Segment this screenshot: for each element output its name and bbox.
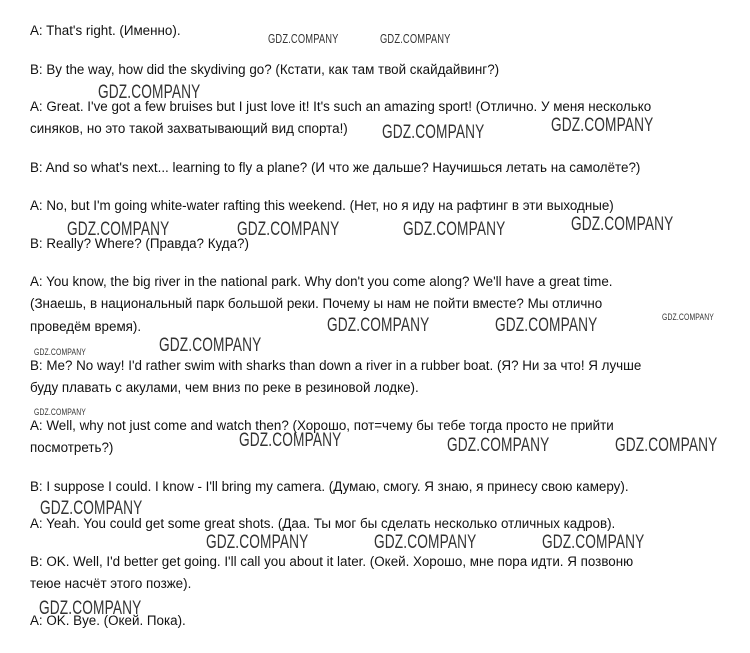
watermark: GDZ.COMPANY — [495, 315, 598, 336]
watermark: GDZ.COMPANY — [615, 435, 718, 456]
watermark: GDZ.COMPANY — [327, 315, 430, 336]
watermark: GDZ.COMPANY — [542, 532, 645, 553]
watermark: GDZ.COMPANY — [39, 598, 142, 619]
dialogue-line-10: проведём время). — [30, 319, 142, 334]
watermark: GDZ.COMPANY — [67, 219, 170, 240]
watermark: GDZ.COMPANY — [34, 407, 87, 418]
dialogue-line-4: синяков, но это такой захватывающий вид спорта!) — [30, 121, 348, 136]
dialogue-line-11: B: Me? No way! I'd rather swim with sharks than down a river in a rubber boat. (Я? Ни за что! Я лучше — [30, 358, 642, 373]
dialogue-line-9: (Знаешь, в национальный парк большой реки. Почему ы нам не пойти вместе? Мы отлично — [30, 296, 603, 311]
dialogue-line-12: буду плавать с акулами, чем вниз по реке в резиновой лодке). — [30, 380, 419, 395]
dialogue-line-14: посмотреть?) — [30, 440, 114, 455]
dialogue-line-6: A: No, but I'm going white-water rafting this weekend. (Нет, но я иду на рафтинг в эти выходные) — [30, 198, 614, 213]
watermark: GDZ.COMPANY — [40, 498, 143, 519]
watermark: GDZ.COMPANY — [237, 219, 340, 240]
watermark: GDZ.COMPANY — [382, 122, 485, 143]
watermark: GDZ.COMPANY — [159, 335, 262, 356]
watermark: GDZ.COMPANY — [571, 214, 674, 235]
dialogue-line-5: B: And so what's next... learning to fly a plane? (И что же дальше? Научишься летать на самолёте?) — [30, 160, 641, 175]
dialogue-line-8: A: You know, the big river in the national park. Why don't you come along? We'll have a great time. — [30, 274, 613, 289]
watermark: GDZ.COMPANY — [98, 82, 201, 103]
watermark: GDZ.COMPANY — [206, 532, 309, 553]
dialogue-line-2: B: By the way, how did the skydiving go? (Кстати, как там твой скайдайвинг?) — [30, 62, 500, 77]
watermark: GDZ.COMPANY — [380, 31, 451, 46]
dialogue-line-19: A: OK. Bye. (Окей. Пока). — [30, 613, 186, 628]
watermark: GDZ.COMPANY — [34, 347, 87, 358]
watermark: GDZ.COMPANY — [268, 31, 339, 46]
watermark: GDZ.COMPANY — [551, 115, 654, 136]
dialogue-line-18: теюе насчёт этого позже). — [30, 576, 192, 591]
watermark: GDZ.COMPANY — [662, 312, 715, 323]
watermark: GDZ.COMPANY — [447, 435, 550, 456]
watermark: GDZ.COMPANY — [403, 219, 506, 240]
dialogue-line-7: B: Really? Where? (Правда? Куда?) — [30, 236, 249, 251]
dialogue-line-15: B: I suppose I could. I know - I'll bring my camera. (Думаю, смогу. Я знаю, я принесу свою камеру). — [30, 479, 629, 494]
dialogue-line-13: A: Well, why not just come and watch then? (Хорошо, пот=чему бы тебе тогда просто не прийти — [30, 418, 614, 433]
watermark: GDZ.COMPANY — [239, 430, 342, 451]
dialogue-line-17: B: OK. Well, I'd better get going. I'll call you about it later. (Окей. Хорошо, мне пора идти. Я позвоню — [30, 554, 634, 569]
dialogue-line-16: A: Yeah. You could get some great shots. (Даа. Ты мог бы сделать несколько отличных кадров). — [30, 516, 616, 531]
dialogue-line-3: A: Great. I've got a few bruises but I just love it! It's such an amazing sport! (Отлично. У меня несколько — [30, 99, 652, 114]
dialogue-line-1: A: That's right. (Именно). — [30, 23, 181, 38]
watermark: GDZ.COMPANY — [374, 532, 477, 553]
